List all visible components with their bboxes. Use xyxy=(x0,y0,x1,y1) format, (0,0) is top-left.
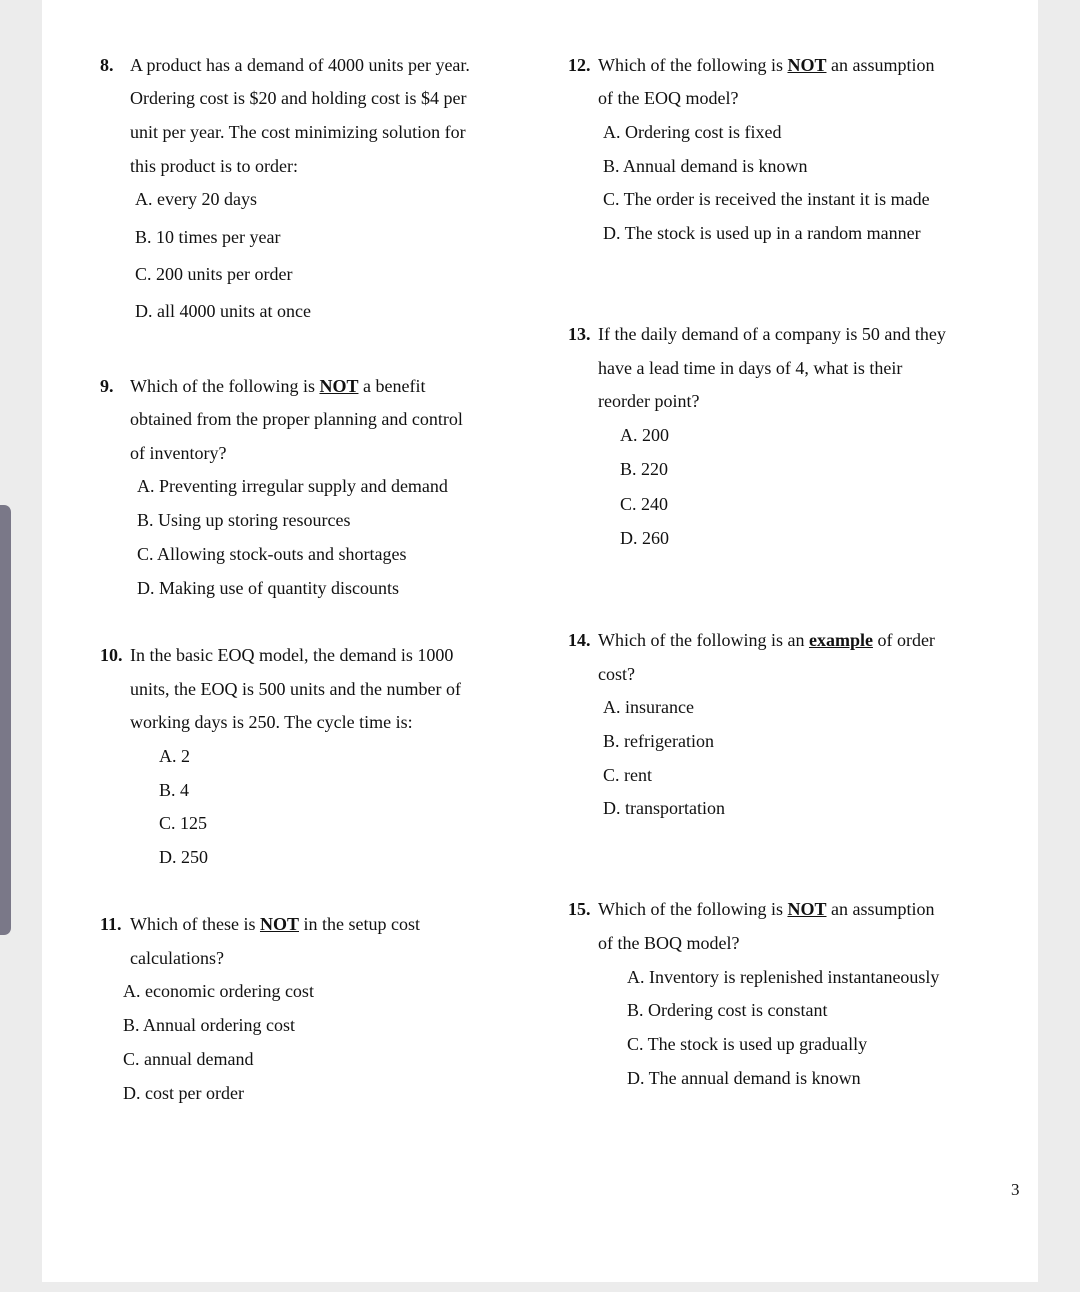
answer-option: D. The stock is used up in a random manner xyxy=(603,223,921,243)
emphasis-not: NOT xyxy=(259,914,299,934)
answer-option: B. Ordering cost is constant xyxy=(627,1000,828,1020)
question-text: If the daily demand of a company is 50 and they xyxy=(598,324,946,344)
emphasis-not: NOT xyxy=(787,899,827,919)
question-number: 12. xyxy=(568,55,591,75)
question-text: Ordering cost is $20 and holding cost is $4 per xyxy=(130,88,467,108)
page-number: 3 xyxy=(1011,1180,1020,1199)
answer-option: C. 125 xyxy=(159,813,208,833)
answer-option: A. economic ordering cost xyxy=(123,981,314,1001)
question-text: Which of the following is NOT an assumption xyxy=(598,55,935,75)
answer-option: C. The order is received the instant it is made xyxy=(603,189,930,209)
answer-option: B. Annual demand is known xyxy=(603,156,808,176)
question-text: reorder point? xyxy=(598,391,700,411)
answer-option: A. Ordering cost is fixed xyxy=(603,122,782,142)
question-text: cost? xyxy=(598,664,635,684)
question-text: Which of the following is NOT a benefit xyxy=(130,376,426,396)
question-number: 9. xyxy=(100,376,114,396)
question-number: 8. xyxy=(100,55,114,75)
answer-option: C. Allowing stock-outs and shortages xyxy=(137,544,407,564)
scrollbar-handle[interactable] xyxy=(0,505,11,935)
question-text: calculations? xyxy=(130,948,224,968)
emphasis-not: NOT xyxy=(319,376,359,396)
answer-option: A. insurance xyxy=(603,697,694,717)
question-text: Which of the following is NOT an assumption xyxy=(598,899,935,919)
question-text: Which of these is NOT in the setup cost xyxy=(130,914,420,934)
question-text: units, the EOQ is 500 units and the number of xyxy=(130,679,461,699)
question-text: of the EOQ model? xyxy=(598,88,739,108)
question-text: A product has a demand of 4000 units per year. xyxy=(130,55,470,75)
answer-option: D. cost per order xyxy=(123,1083,244,1103)
question-number: 13. xyxy=(568,324,591,344)
answer-option: D. 250 xyxy=(159,847,208,867)
question-text: working days is 250. The cycle time is: xyxy=(130,712,413,732)
answer-option: B. 10 times per year xyxy=(135,227,281,247)
answer-option: D. The annual demand is known xyxy=(627,1068,861,1088)
question-number: 15. xyxy=(568,899,591,919)
question-text: this product is to order: xyxy=(130,156,298,176)
answer-option: D. Making use of quantity discounts xyxy=(137,578,399,598)
answer-option: C. rent xyxy=(603,765,652,785)
question-text: have a lead time in days of 4, what is their xyxy=(598,358,903,378)
question-text: of inventory? xyxy=(130,443,227,463)
answer-option: A. 2 xyxy=(159,746,190,766)
emphasis-not: NOT xyxy=(787,55,827,75)
question-text: Which of the following is an example of order xyxy=(598,630,935,650)
answer-option: A. Inventory is replenished instantaneously xyxy=(627,967,940,987)
answer-option: B. refrigeration xyxy=(603,731,714,751)
question-text: unit per year. The cost minimizing solution for xyxy=(130,122,466,142)
answer-option: A. 200 xyxy=(620,425,669,445)
answer-option: B. Using up storing resources xyxy=(137,510,351,530)
answer-option: C. 200 units per order xyxy=(135,264,293,284)
answer-option: B. Annual ordering cost xyxy=(123,1015,295,1035)
answer-option: C. annual demand xyxy=(123,1049,254,1069)
answer-option: B. 4 xyxy=(159,780,190,800)
answer-option: D. 260 xyxy=(620,528,669,548)
question-number: 11. xyxy=(100,914,122,934)
question-number: 14. xyxy=(568,630,591,650)
answer-option: C. 240 xyxy=(620,494,669,514)
answer-option: A. every 20 days xyxy=(135,189,257,209)
document-page xyxy=(42,0,1038,1282)
question-text: In the basic EOQ model, the demand is 1000 xyxy=(130,645,454,665)
answer-option: C. The stock is used up gradually xyxy=(627,1034,868,1054)
emphasis-example: example xyxy=(808,630,873,650)
question-number: 10. xyxy=(100,645,123,665)
answer-option: A. Preventing irregular supply and demand xyxy=(137,476,448,496)
answer-option: D. all 4000 units at once xyxy=(135,301,311,321)
answer-option: B. 220 xyxy=(620,459,669,479)
question-text: of the BOQ model? xyxy=(598,933,740,953)
answer-option: D. transportation xyxy=(603,798,725,818)
question-text: obtained from the proper planning and control xyxy=(130,409,463,429)
